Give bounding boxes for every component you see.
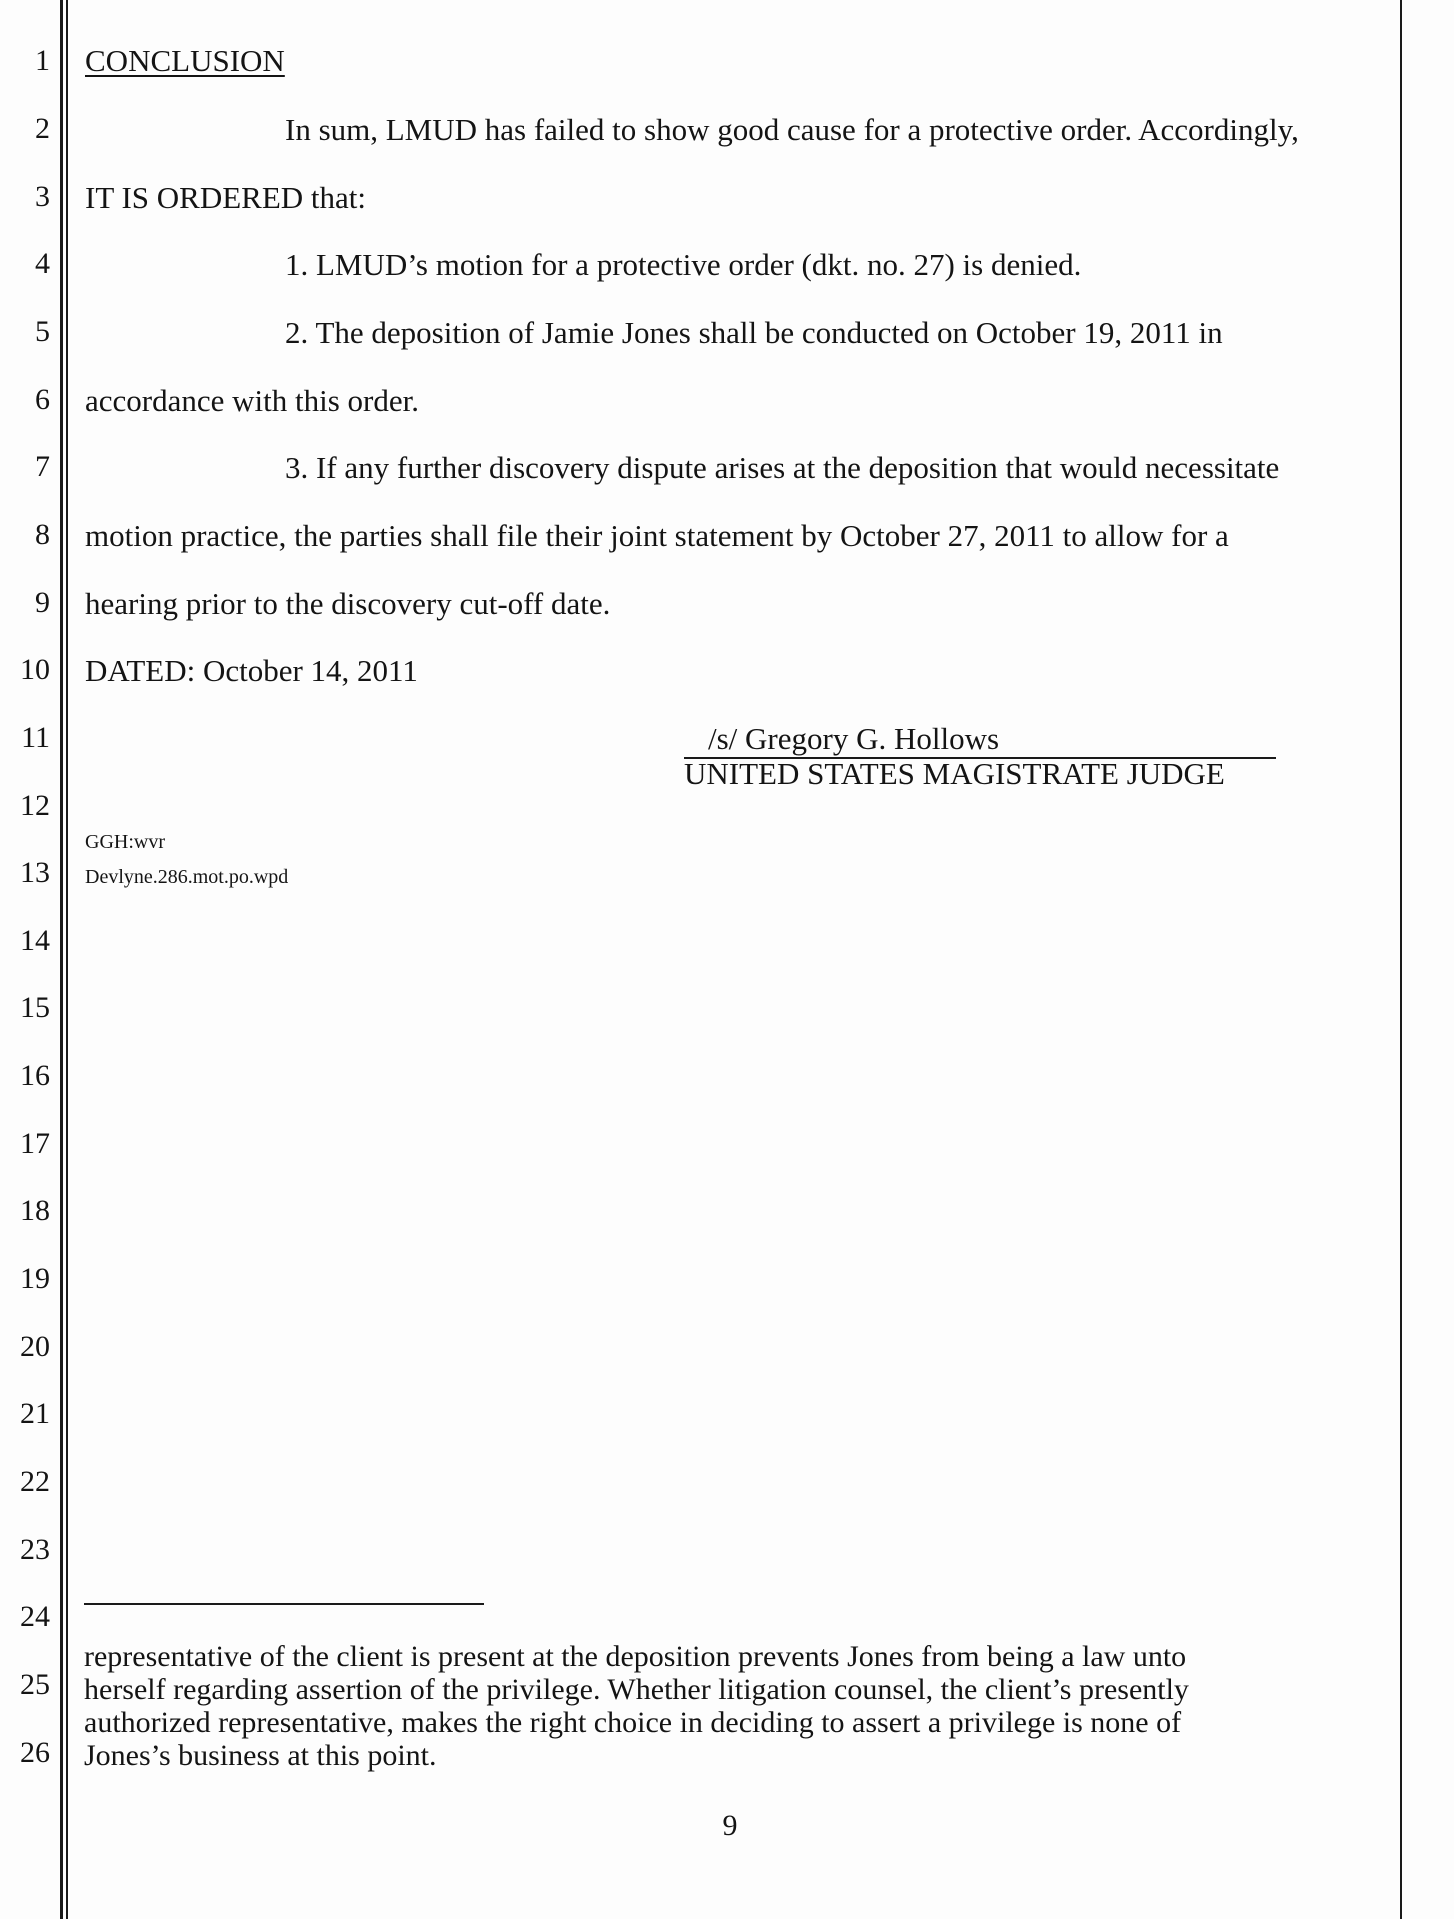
line-number-16: 16 [20,1059,50,1092]
order-item-3: 3. If any further discovery dispute arises at the deposition that would necessitate [285,450,1280,485]
initials: GGH:wvr [85,831,165,853]
line-number-5: 5 [35,315,50,348]
line-number-20: 20 [20,1330,50,1363]
page-number: 9 [722,1809,738,1842]
line-number-25: 25 [20,1668,50,1701]
line-number-18: 18 [20,1194,50,1227]
footnote-line-2: herself regarding assertion of the privilege. Whether litigation counsel, the client’s presently [84,1673,1189,1706]
footnote-line-4: Jones’s business at this point. [84,1739,437,1772]
line-number-24: 24 [20,1600,50,1633]
section-heading: CONCLUSION [85,43,285,78]
line-number-4: 4 [35,247,50,280]
line-number-21: 21 [20,1397,50,1430]
paragraph-line-3: IT IS ORDERED that: [85,180,366,215]
dated-line: DATED: October 14, 2011 [85,653,418,688]
line-number-6: 6 [35,383,50,416]
right-margin-rule [1400,0,1402,1919]
line-number-12: 12 [20,789,50,822]
order-item-3-cont-2: hearing prior to the discovery cut-off date. [85,586,611,621]
line-number-11: 11 [21,721,50,754]
line-number-22: 22 [20,1465,50,1498]
line-number-3: 3 [35,180,50,213]
line-number-13: 13 [20,856,50,889]
footnote-separator [84,1603,484,1605]
line-number-26: 26 [20,1736,50,1769]
line-number-7: 7 [35,450,50,483]
file-name: Devlyne.286.mot.po.wpd [85,866,289,888]
line-number-23: 23 [20,1533,50,1566]
line-number-1: 1 [35,44,50,77]
left-margin-rule-inner [66,0,68,1919]
order-item-3-cont-1: motion practice, the parties shall file their joint statement by October 27, 2011 to allow for a [85,518,1229,553]
footnote [84,1640,1374,1772]
left-margin-rule [60,0,63,1919]
paragraph-line-2: In sum, LMUD has failed to show good cause for a protective order. Accordingly, [285,112,1299,147]
order-item-2-cont: accordance with this order. [85,383,419,418]
signature-name: /s/ Gregory G. Hollows [708,721,1000,756]
footnote-line-3: authorized representative, makes the right choice in deciding to assert a privilege is none of [84,1706,1182,1739]
line-number-2: 2 [35,112,50,145]
line-number-10: 10 [20,653,50,686]
line-number-14: 14 [20,924,50,957]
footnote-line-1: representative of the client is present at the deposition prevents Jones from being a law unto [84,1640,1187,1673]
signature-title: UNITED STATES MAGISTRATE JUDGE [684,756,1225,791]
order-item-1: 1. LMUD’s motion for a protective order (dkt. no. 27) is denied. [285,247,1082,282]
line-number-15: 15 [20,991,50,1024]
order-item-2: 2. The deposition of Jamie Jones shall be conducted on October 19, 2011 in [285,315,1223,350]
line-number-9: 9 [35,586,50,619]
line-number-19: 19 [20,1262,50,1295]
line-number-8: 8 [35,518,50,551]
line-number-17: 17 [20,1127,50,1160]
